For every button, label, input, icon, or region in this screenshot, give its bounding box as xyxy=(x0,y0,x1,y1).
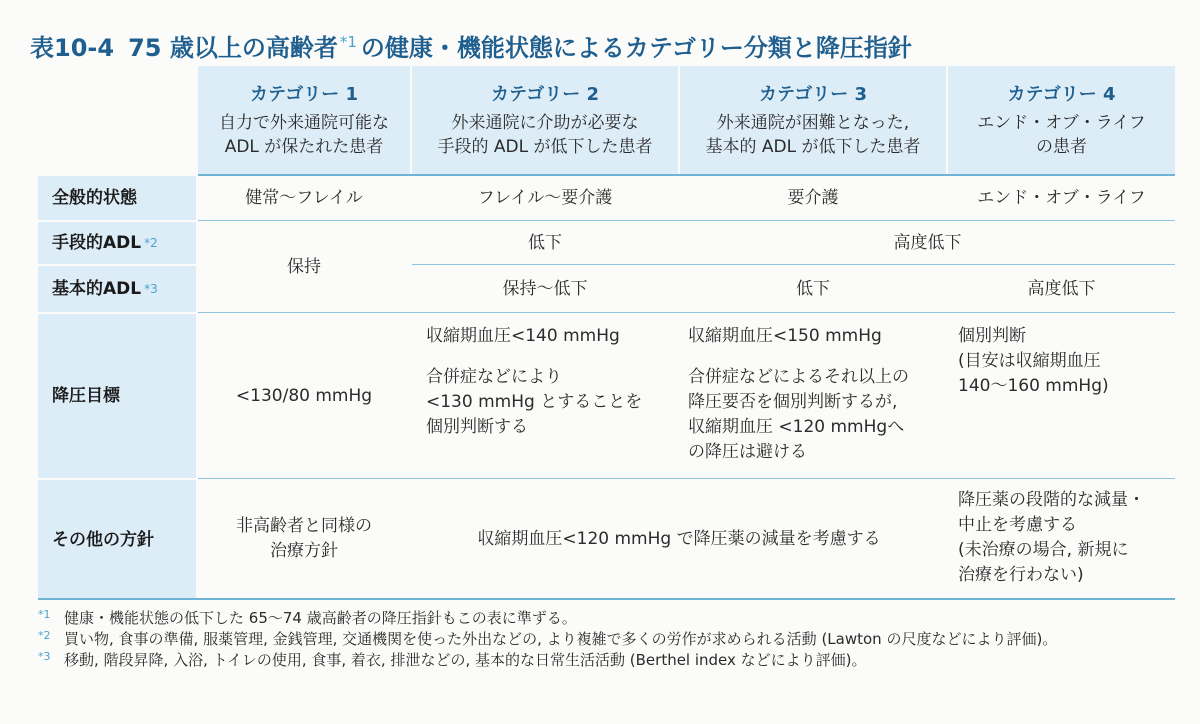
category-4-desc-line2: の患者 xyxy=(1036,137,1087,157)
other-cat1-line1: 非高齢者と同様の xyxy=(236,516,372,536)
header-category-4 xyxy=(948,66,1175,174)
category-3-desc-line2: 基本的 ADL が低下した患者 xyxy=(705,137,921,157)
target-cat2 xyxy=(426,324,678,474)
footnote-2 xyxy=(38,629,1175,650)
row-label-general-text: 全般的状態 xyxy=(52,187,137,208)
row-label-target-text: 降圧目標 xyxy=(52,385,120,406)
other-cat23: 収縮期血圧<120 mmHg で降圧薬の減量を考慮する xyxy=(477,528,881,549)
footnotes xyxy=(38,608,1175,671)
other-cat1 xyxy=(198,480,410,598)
footnote-2-text: 買い物, 食事の準備, 服薬管理, 金銭管理, 交通機関を使った外出などの, より複雑で多くの労作が求められる活動 (Lawton の尺度などにより評価)。 xyxy=(64,630,1058,648)
title-text-post: の健康・機能状態によるカテゴリー分類と降圧指針 xyxy=(360,34,912,62)
footnote-3-mark: *3 xyxy=(38,650,51,663)
footnote-1 xyxy=(38,608,1175,629)
category-4-desc-line1: エンド・オブ・ライフ xyxy=(977,113,1146,133)
row-rule xyxy=(198,478,1175,479)
target-cat2-note-1: 合併症などにより xyxy=(426,367,562,387)
target-cat2-note-2: <130 mmHg とすることを xyxy=(426,392,643,412)
iadl-cat2: 低下 xyxy=(528,232,562,253)
category-4-name: カテゴリー 4 xyxy=(1007,84,1116,105)
header-category-3 xyxy=(680,66,946,174)
other-cat4-line3: (未治療の場合, 新規に xyxy=(958,540,1129,560)
category-2-name: カテゴリー 2 xyxy=(490,84,600,105)
row-rule xyxy=(412,264,1175,265)
target-cat3-note-3: 収縮期血圧 <120 mmHgへ xyxy=(688,417,905,437)
target-cat4 xyxy=(958,324,1175,474)
other-cat4-line1: 降圧薬の段階的な減量・ xyxy=(958,490,1145,510)
category-3-name: カテゴリー 3 xyxy=(758,84,868,105)
footnote-3-text: 移動, 階段昇降, 入浴, トイレの使用, 食事, 着衣, 排泄などの, 基本的な日常生活活動 (Berthel index などにより評価)。 xyxy=(64,651,867,669)
header-category-1 xyxy=(198,66,410,174)
row-label-target xyxy=(38,314,196,478)
target-cat3-note-1: 合併症などによるそれ以上の xyxy=(688,367,909,387)
row-label-iadl xyxy=(38,222,196,264)
footnote-3 xyxy=(38,650,1175,671)
target-cat4-line3: 140〜160 mmHg) xyxy=(958,376,1109,396)
row-rule xyxy=(198,312,1175,313)
target-cat4-line1: 個別判断 xyxy=(958,326,1026,346)
target-cat3-main: 収縮期血圧<150 mmHg xyxy=(688,326,882,346)
category-1-name: カテゴリー 1 xyxy=(249,84,359,105)
other-cat4-line4: 治療を行わない) xyxy=(958,565,1084,585)
title-text-pre: 75 歳以上の高齢者 xyxy=(128,34,338,62)
general-cat2: フレイル〜要介護 xyxy=(477,187,613,208)
category-2-desc-line2: 手段的 ADL が低下した患者 xyxy=(437,137,653,157)
badl-cat4: 高度低下 xyxy=(1027,278,1096,299)
table-number: 表10-4 xyxy=(30,34,115,62)
category-1-desc-line2: ADL が保たれた患者 xyxy=(224,137,384,157)
iadl-cat34: 高度低下 xyxy=(893,232,962,253)
iadl-note-mark: *2 xyxy=(144,235,158,250)
badl-cat2: 保持〜低下 xyxy=(502,278,588,299)
row-label-iadl-text: 手段的ADL xyxy=(52,232,142,253)
other-cat4-line2: 中止を考慮する xyxy=(958,515,1077,535)
row-label-general xyxy=(38,176,196,220)
row-label-badl-text: 基本的ADL xyxy=(52,278,142,299)
category-2-desc-line1: 外来通院に介助が必要な xyxy=(451,113,639,133)
footnote-2-mark: *2 xyxy=(38,629,51,642)
row-label-badl xyxy=(38,266,196,312)
row-rule xyxy=(198,220,1175,221)
table-title xyxy=(30,20,1180,64)
general-cat4: エンド・オブ・ライフ xyxy=(977,187,1146,208)
target-cat3-note-4: の降圧は避ける xyxy=(688,442,807,462)
row-label-other xyxy=(38,480,196,600)
header-category-2 xyxy=(412,66,678,174)
badl-note-mark: *3 xyxy=(144,281,158,296)
row-label-other-text: その他の方針 xyxy=(52,529,154,550)
footnote-1-text: 健康・機能状態の低下した 65〜74 歳高齢者の降圧指針もこの表に準ずる。 xyxy=(64,609,577,627)
title-note-mark: *1 xyxy=(339,33,357,51)
badl-cat3: 低下 xyxy=(796,278,830,299)
category-1-desc-line1: 自力で外来通院可能な xyxy=(219,113,389,133)
category-table xyxy=(38,66,1175,600)
target-cat1: <130/80 mmHg xyxy=(235,385,373,406)
other-cat4 xyxy=(958,488,1175,596)
category-3-desc-line1: 外来通院が困難となった, xyxy=(716,113,910,133)
target-cat2-main: 収縮期血圧<140 mmHg xyxy=(426,326,620,346)
target-cat3 xyxy=(688,324,946,474)
target-cat2-note-3: 個別判断する xyxy=(426,417,528,437)
target-cat4-line2: (目安は収縮期血圧 xyxy=(958,351,1101,371)
general-cat3: 要介護 xyxy=(787,187,839,208)
footnote-1-mark: *1 xyxy=(38,608,51,621)
general-cat1: 健常〜フレイル xyxy=(245,187,363,208)
adl-cat1-preserved: 保持 xyxy=(287,256,321,277)
bottom-rule xyxy=(38,598,1175,600)
target-cat3-note-2: 降圧要否を個別判断するが, xyxy=(688,392,898,412)
other-cat1-line2: 治療方針 xyxy=(270,541,338,561)
